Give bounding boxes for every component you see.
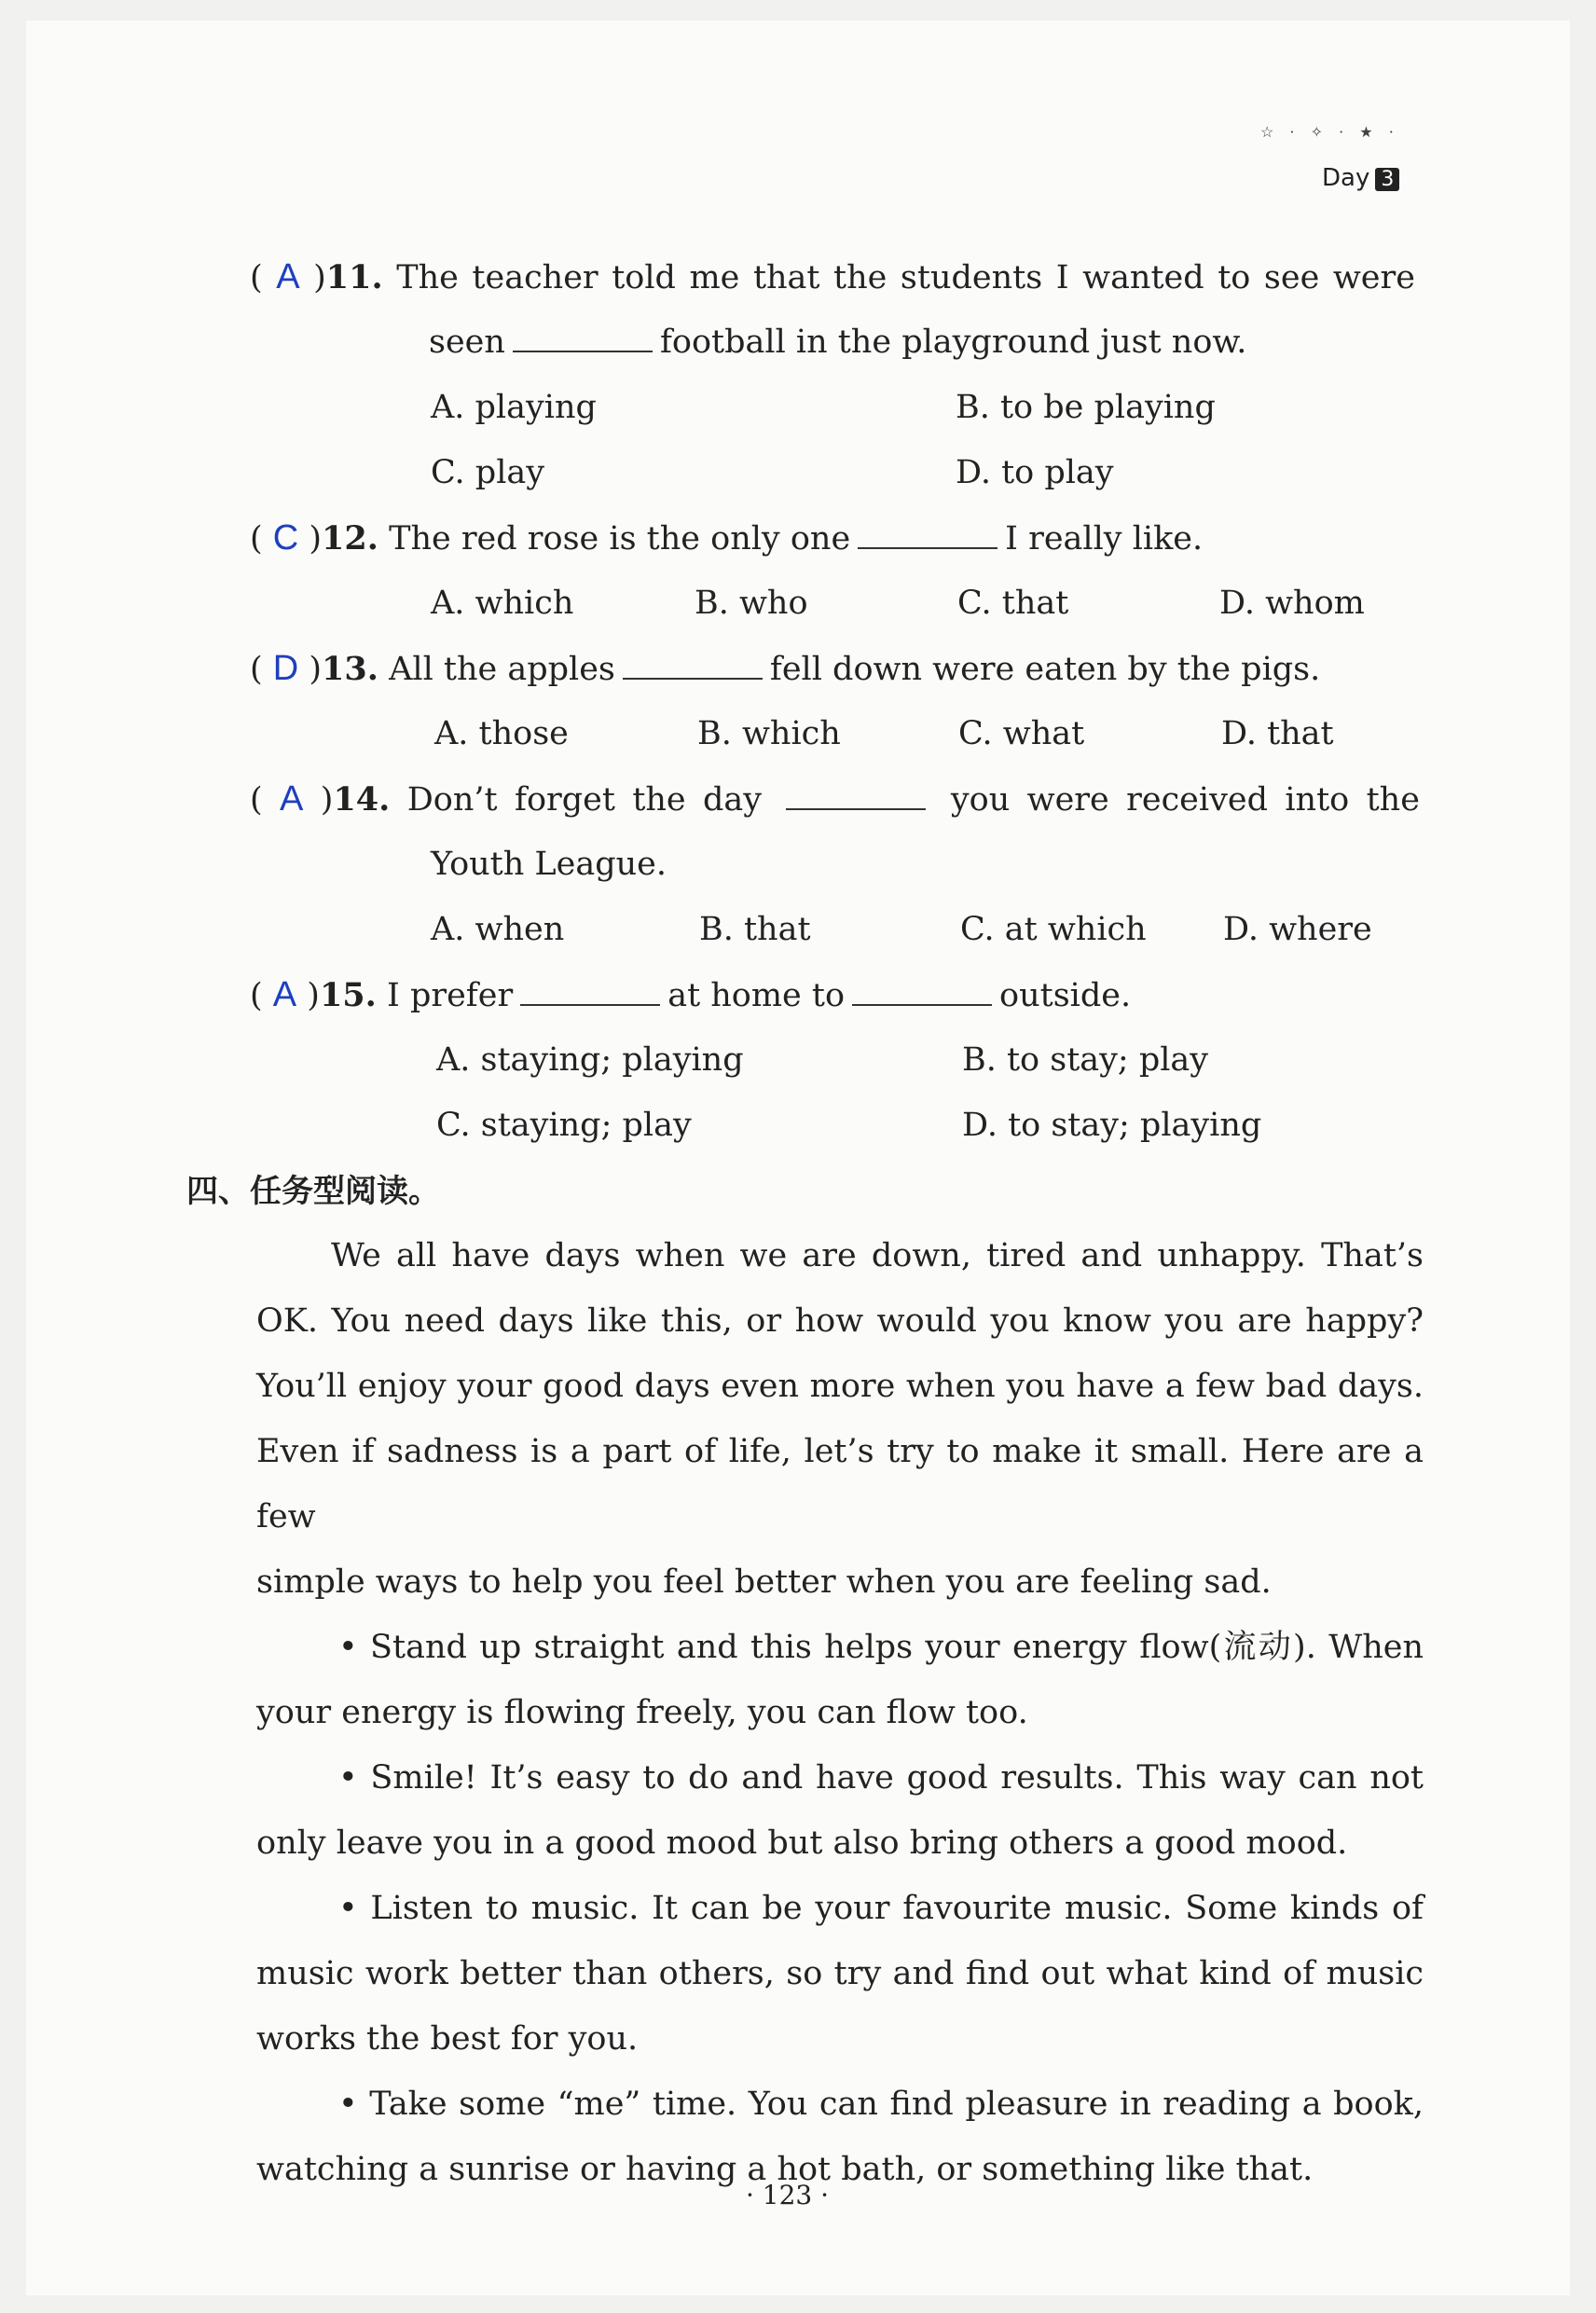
paren-close: ): [320, 781, 334, 819]
question-text: at home to: [667, 977, 846, 1014]
question-15: [250, 962, 1131, 1028]
page-number: · 123 ·: [746, 2180, 830, 2210]
bullet-line: • Stand up straight and this helps your energy flow(流动). When: [338, 1629, 1424, 1666]
answer-blank: [520, 974, 660, 1006]
question-number: 13.: [322, 650, 378, 688]
option-c: C. that: [957, 585, 1069, 622]
answer-13: D: [272, 649, 299, 688]
answer-blank: [786, 778, 926, 810]
option-b: B. to stay; play: [962, 1041, 1209, 1079]
question-text: I prefer: [387, 977, 514, 1014]
paren-open: (: [250, 977, 263, 1014]
question-number: 14.: [333, 780, 391, 819]
question-14-line2: Youth League.: [431, 846, 667, 883]
question-number: 11.: [325, 258, 383, 296]
option-d: D. where: [1223, 911, 1372, 948]
bullet-line: • Listen to music. It can be your favourite music. Some kinds of: [338, 1890, 1424, 1927]
paren-open: (: [250, 520, 263, 558]
answer-blank: [513, 321, 653, 352]
option-a: A. when: [431, 911, 565, 948]
day-number: 3: [1375, 168, 1399, 191]
question-text: you were received into the: [950, 781, 1420, 819]
option-d: D. to play: [956, 454, 1114, 491]
paren-close: ): [307, 977, 320, 1014]
passage-line: watching a sunrise or having a hot bath, or something like that.: [256, 2151, 1314, 2188]
passage-line: works the best for you.: [256, 2020, 639, 2058]
answer-12: C: [272, 518, 299, 558]
answer-14: A: [280, 779, 304, 819]
option-c: C. staying; play: [436, 1107, 692, 1144]
paren-close: ): [309, 520, 323, 558]
option-d: D. whom: [1219, 585, 1365, 622]
question-text: All the apples: [389, 651, 615, 688]
passage-line: simple ways to help you feel better when you are feeling sad.: [256, 1563, 1272, 1601]
option-d: D. to stay; playing: [962, 1107, 1262, 1144]
answer-blank: [623, 648, 763, 680]
day-label-group: [1322, 164, 1399, 192]
passage-line: only leave you in a good mood but also bring others a good mood.: [256, 1824, 1348, 1862]
stars-decoration: ☆ · ✧ · ★ ·: [1260, 123, 1399, 141]
option-b: B. who: [695, 585, 808, 622]
question-13: [250, 636, 1320, 702]
option-a: A. which: [431, 585, 574, 622]
answer-blank: [852, 974, 992, 1006]
question-text: The red rose is the only one: [389, 520, 851, 558]
question-text: outside.: [999, 977, 1132, 1014]
passage-line: music work better than others, so try and find out what kind of music: [256, 1955, 1424, 1992]
passage-line: You’ll enjoy your good days even more when you have a few bad days.: [256, 1368, 1424, 1405]
passage: [256, 1223, 1424, 2202]
passage-line: We all have days when we are down, tired and unhappy. That’s: [331, 1237, 1424, 1274]
question-text: The teacher told me that the students I wanted to see were: [396, 259, 1415, 296]
option-c: C. what: [958, 715, 1085, 752]
question-11: [250, 244, 1415, 310]
question-text: Don’t forget the day: [406, 781, 763, 819]
section-title: 四、任务型阅读。: [186, 1173, 440, 1210]
option-a: A. those: [434, 715, 569, 752]
question-11-line2: [429, 310, 1246, 375]
answer-11: A: [276, 257, 300, 296]
question-text: I really like.: [1005, 520, 1204, 558]
question-12: [250, 505, 1203, 571]
option-a: A. staying; playing: [436, 1041, 744, 1079]
bullet-line: • Take some “me” time. You can find pleasure in reading a book,: [338, 2086, 1424, 2123]
paren-close: ): [313, 259, 326, 296]
answer-15: A: [272, 975, 297, 1014]
passage-line: Even if sadness is a part of life, let’s try to make it small. Here are a few: [256, 1433, 1424, 1535]
option-b: B. to be playing: [956, 389, 1216, 426]
option-c: C. play: [431, 454, 545, 491]
paren-open: (: [250, 651, 263, 688]
bullet-line: • Smile! It’s easy to do and have good results. This way can not: [338, 1759, 1424, 1797]
question-text: football in the playground just now.: [659, 324, 1247, 361]
paren-close: ): [309, 651, 323, 688]
option-b: B. that: [699, 911, 811, 948]
passage-line: your energy is flowing freely, you can flow too.: [256, 1694, 1028, 1731]
paren-open: (: [250, 259, 263, 296]
option-a: A. playing: [431, 389, 597, 426]
question-14: [250, 766, 1420, 833]
option-d: D. that: [1221, 715, 1334, 752]
option-b: B. which: [697, 715, 841, 752]
day-label: Day: [1322, 164, 1370, 192]
question-number: 12.: [322, 519, 378, 558]
question-text: fell down were eaten by the pigs.: [769, 651, 1321, 688]
answer-blank: [858, 517, 998, 549]
question-text: seen: [429, 324, 505, 361]
passage-line: OK. You need days like this, or how would you know you are happy?: [256, 1302, 1424, 1340]
paren-open: (: [250, 781, 263, 819]
option-c: C. at which: [960, 911, 1147, 948]
question-number: 15.: [319, 976, 377, 1014]
